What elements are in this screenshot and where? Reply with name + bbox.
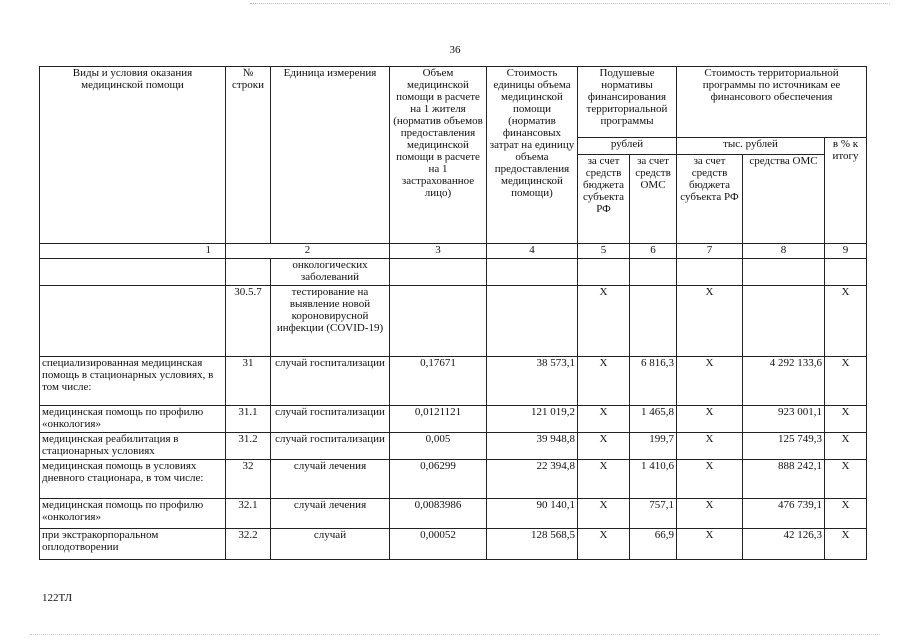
cell-num: 31.2 <box>226 433 271 460</box>
cell-pc-budget: Х <box>578 406 630 433</box>
table-row <box>40 259 867 286</box>
cell-tp-oms: 888 242,1 <box>743 460 825 499</box>
header-tp-oms: средства ОМС <box>743 155 825 244</box>
column-number-row <box>40 244 867 259</box>
cell-name <box>40 286 226 357</box>
cell-pct: Х <box>825 460 867 499</box>
cell-volume: 0,17671 <box>390 357 487 406</box>
cell-num: 32 <box>226 460 271 499</box>
cell-tp-oms: 42 126,3 <box>743 529 825 560</box>
cell-tp-budget <box>677 259 743 286</box>
header-row-number: № строки <box>226 67 271 244</box>
table-row <box>40 529 867 560</box>
cell-cost: 38 573,1 <box>487 357 578 406</box>
cell-tp-budget: Х <box>677 460 743 499</box>
cell-volume: 0,005 <box>390 433 487 460</box>
page-number: 36 <box>449 44 461 56</box>
header-volume: Объем медицинской помощи в расчете на 1 жителя (норматив объемов предоставления медицинской помощи в расчете на 1 застрахованное лицо) <box>390 67 487 244</box>
cell-name: при экстракорпоральном оплодотворении <box>40 529 226 560</box>
cell-tp-oms <box>743 286 825 357</box>
table-row <box>40 357 867 406</box>
cell-volume: 0,0121121 <box>390 406 487 433</box>
column-number: 7 <box>677 244 743 259</box>
cell-num: 31 <box>226 357 271 406</box>
cell-pc-oms: 757,1 <box>630 499 677 529</box>
cell-volume <box>390 259 487 286</box>
cell-name: медицинская помощь по профилю «онкология» <box>40 406 226 433</box>
column-number: 4 <box>487 244 578 259</box>
cell-unit: случай лечения <box>271 460 390 499</box>
cell-pc-budget: Х <box>578 286 630 357</box>
cell-pc-budget: Х <box>578 357 630 406</box>
cell-num: 32.1 <box>226 499 271 529</box>
cell-unit: случай госпитализации <box>271 406 390 433</box>
cell-pc-budget: Х <box>578 499 630 529</box>
cell-tp-budget: Х <box>677 433 743 460</box>
header-row-1 <box>40 67 867 138</box>
cell-pc-oms <box>630 286 677 357</box>
cell-tp-oms: 476 739,1 <box>743 499 825 529</box>
cell-tp-budget: Х <box>677 529 743 560</box>
cell-name: медицинская помощь по профилю «онкология» <box>40 499 226 529</box>
cell-pc-oms: 6 816,3 <box>630 357 677 406</box>
scan-artifact-bottom <box>30 634 880 636</box>
cell-pc-oms: 66,9 <box>630 529 677 560</box>
column-number: 1 <box>40 244 226 259</box>
header-kinds: Виды и условия оказания медицинской помощи <box>40 67 226 244</box>
table-row <box>40 499 867 529</box>
cell-tp-oms: 923 001,1 <box>743 406 825 433</box>
cell-num: 30.5.7 <box>226 286 271 357</box>
cell-name: специализированная медицинская помощь в стационарных условиях, в том числе: <box>40 357 226 406</box>
cell-unit: случай <box>271 529 390 560</box>
cell-tp-budget: Х <box>677 357 743 406</box>
cell-pct: Х <box>825 286 867 357</box>
cell-pc-budget: Х <box>578 460 630 499</box>
cell-cost: 121 019,2 <box>487 406 578 433</box>
header-pc-budget: за счет средств бюджета субъекта РФ <box>578 155 630 244</box>
cell-pct <box>825 259 867 286</box>
column-number: 6 <box>630 244 677 259</box>
cell-cost: 22 394,8 <box>487 460 578 499</box>
cell-volume: 0,0083986 <box>390 499 487 529</box>
cell-pc-budget: Х <box>578 529 630 560</box>
cell-cost <box>487 286 578 357</box>
table-row <box>40 406 867 433</box>
cell-name: медицинская помощь в условиях дневного стационара, в том числе: <box>40 460 226 499</box>
cell-unit: случай госпитализации <box>271 433 390 460</box>
cell-cost <box>487 259 578 286</box>
table-row <box>40 460 867 499</box>
cell-volume: 0,00052 <box>390 529 487 560</box>
cell-pc-oms: 1 465,8 <box>630 406 677 433</box>
column-number: 2 <box>226 244 390 259</box>
cell-pct: Х <box>825 406 867 433</box>
footer-document-code: 122ТЛ <box>42 592 73 604</box>
header-unit-cost: Стоимость единицы объема медицинской помощи (норматив финансовых затрат на единицу объема предоставления медицинской помощи) <box>487 67 578 244</box>
cell-tp-budget: Х <box>677 499 743 529</box>
header-per-capita-group: Подушевые нормативы финансирования территориальной программы <box>578 67 677 138</box>
header-tp-budget: за счет средств бюджета субъекта РФ <box>677 155 743 244</box>
cell-tp-oms <box>743 259 825 286</box>
scan-artifact-top <box>250 3 890 5</box>
cell-unit: тестирование на выявление новой короновирусной инфекции (COVID-19) <box>271 286 390 357</box>
cell-pct: Х <box>825 529 867 560</box>
cell-pct: Х <box>825 499 867 529</box>
cell-pct: Х <box>825 433 867 460</box>
cell-tp-oms: 125 749,3 <box>743 433 825 460</box>
header-unit-thous: тыс. рублей <box>677 138 825 155</box>
cell-unit: случай госпитализации <box>271 357 390 406</box>
header-percent: в % к итогу <box>825 138 867 244</box>
header-pc-oms: за счет средств ОМС <box>630 155 677 244</box>
column-number: 3 <box>390 244 487 259</box>
cell-tp-oms: 4 292 133,6 <box>743 357 825 406</box>
cell-pc-budget <box>578 259 630 286</box>
cell-cost: 39 948,8 <box>487 433 578 460</box>
cell-pc-oms: 199,7 <box>630 433 677 460</box>
cell-name: медицинская реабилитация в стационарных условиях <box>40 433 226 460</box>
cell-name <box>40 259 226 286</box>
table-row <box>40 286 867 357</box>
cell-pc-oms <box>630 259 677 286</box>
header-unit-rub: рублей <box>578 138 677 155</box>
cell-num: 32.2 <box>226 529 271 560</box>
column-number: 8 <box>743 244 825 259</box>
header-unit: Единица измерения <box>271 67 390 244</box>
cell-pc-budget: Х <box>578 433 630 460</box>
cell-cost: 128 568,5 <box>487 529 578 560</box>
financing-table <box>39 66 867 560</box>
cell-tp-budget: Х <box>677 286 743 357</box>
cell-cost: 90 140,1 <box>487 499 578 529</box>
header-program-cost-group: Стоимость территориальной программы по источникам ее финансового обеспечения <box>677 67 867 138</box>
cell-pct: Х <box>825 357 867 406</box>
cell-tp-budget: Х <box>677 406 743 433</box>
column-number: 5 <box>578 244 630 259</box>
cell-volume <box>390 286 487 357</box>
cell-unit: случай лечения <box>271 499 390 529</box>
column-number: 9 <box>825 244 867 259</box>
cell-pc-oms: 1 410,6 <box>630 460 677 499</box>
cell-unit: онкологических заболеваний <box>271 259 390 286</box>
cell-volume: 0,06299 <box>390 460 487 499</box>
table-row <box>40 433 867 460</box>
cell-num: 31.1 <box>226 406 271 433</box>
cell-num <box>226 259 271 286</box>
